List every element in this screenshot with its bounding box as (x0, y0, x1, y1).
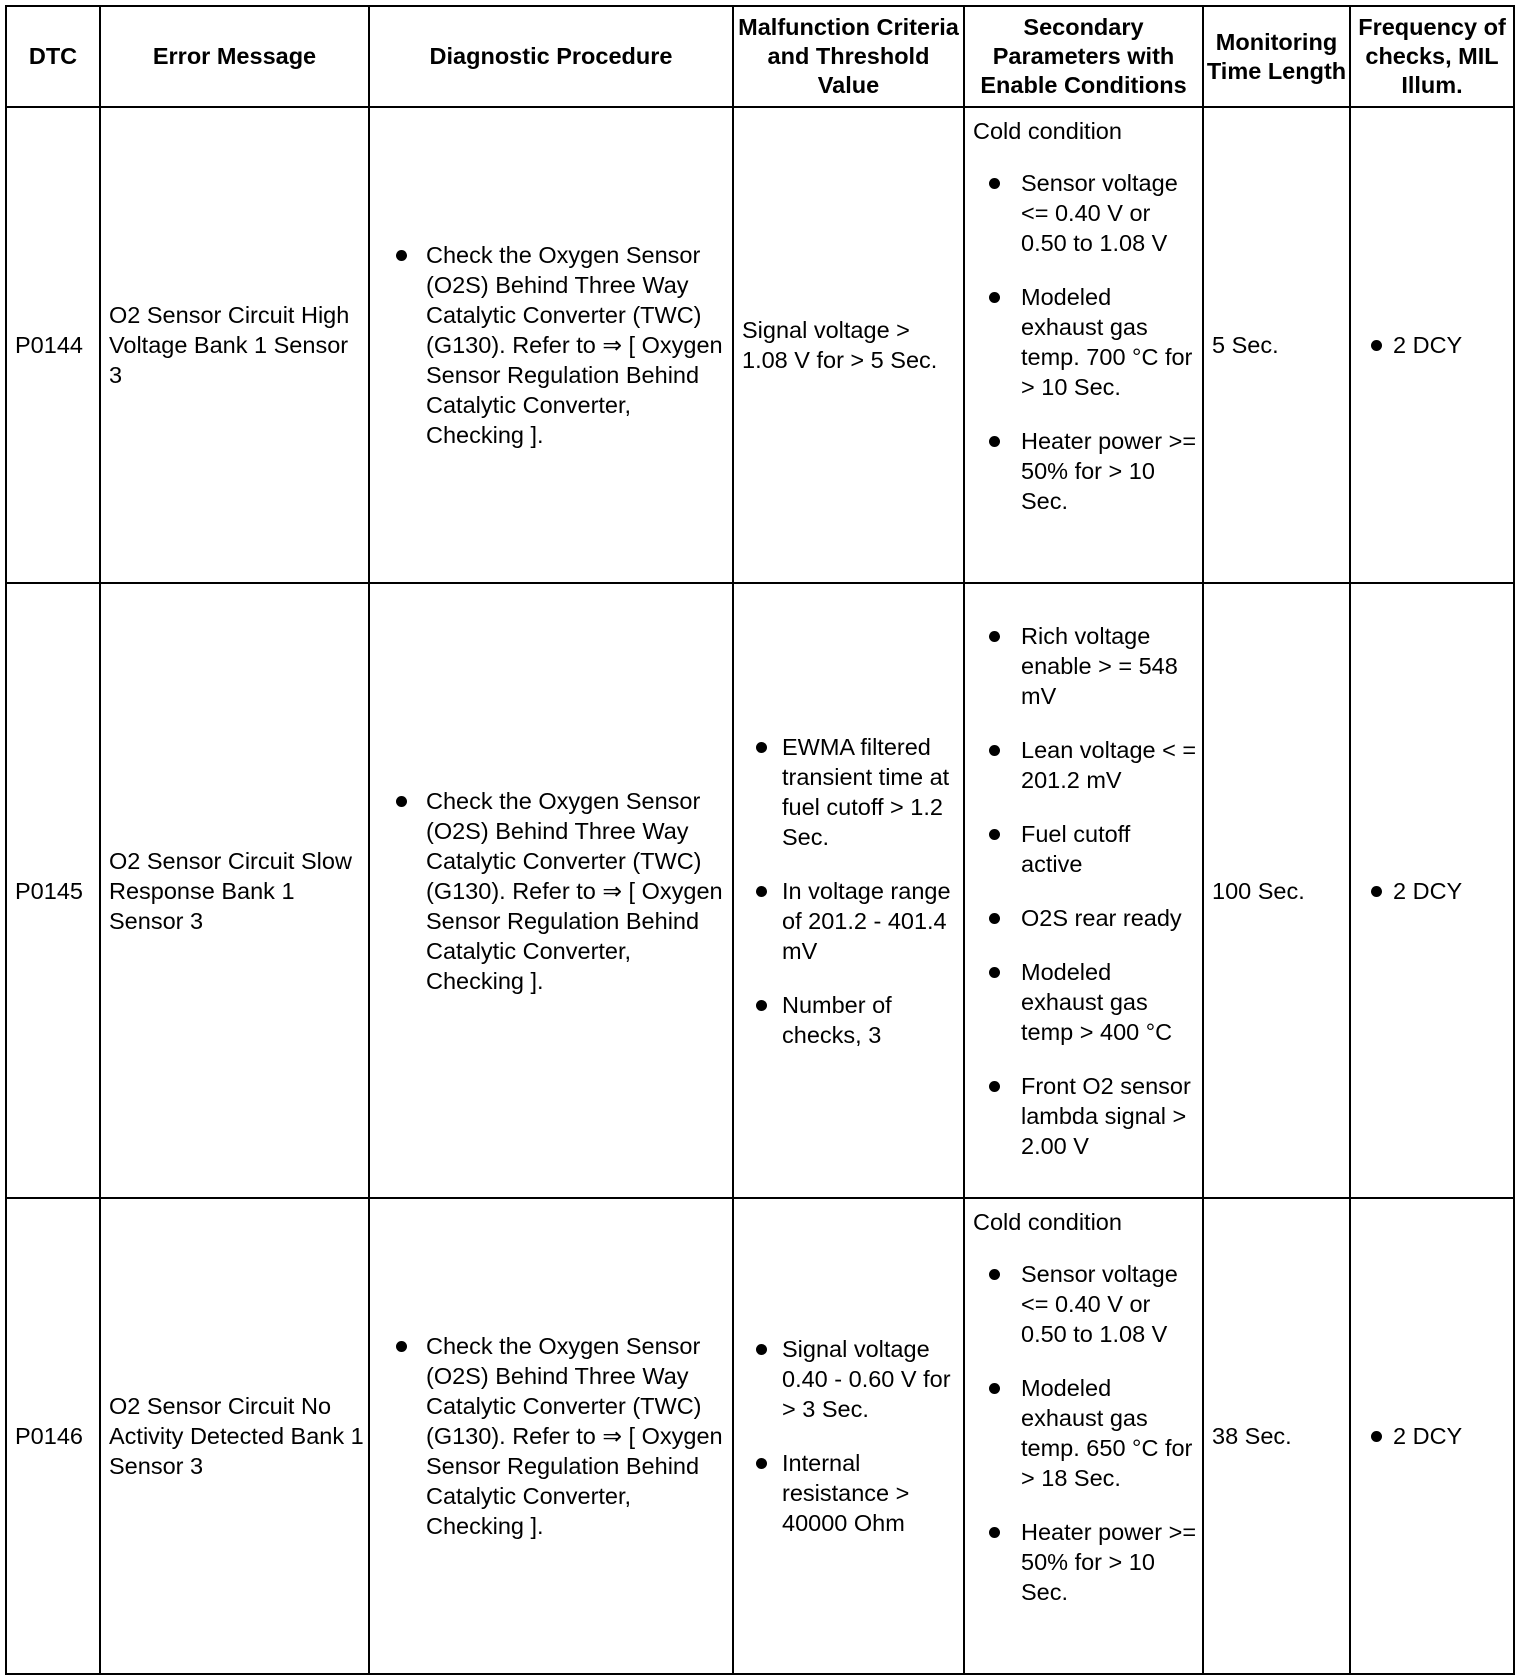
secondary-item: Modeled exhaust gas temp > 400 °C (973, 957, 1198, 1047)
diagnostic-item: Check the Oxygen Sensor (O2S) Behind Three Way Catalytic Converter (TWC) (G130). Refer to ⇒ [ Oxygen Sensor Regulation Behind Catalytic Converter, Checking ]. (390, 786, 728, 996)
dtc-code: P0145 (6, 583, 100, 1198)
header-row (6, 6, 1514, 107)
secondary-intro: Cold condition (973, 118, 1122, 144)
secondary-item: Front O2 sensor lambda signal > 2.00 V (973, 1071, 1198, 1161)
header-dtc: DTC (6, 6, 100, 107)
secondary-item: Fuel cutoff active (973, 819, 1198, 879)
malfunction-item: Signal voltage 0.40 - 0.60 V for > 3 Sec. (742, 1334, 959, 1424)
malfunction-item: Internal resistance > 40000 Ohm (742, 1448, 959, 1538)
frequency-item: 2 DCY (1359, 876, 1509, 906)
frequency (1350, 583, 1514, 1198)
malfunction-item: EWMA filtered transient time at fuel cutoff > 1.2 Sec. (742, 732, 959, 852)
header-malfunction-criteria: Malfunction Criteria and Threshold Value (733, 6, 964, 107)
secondary-item: Sensor voltage <= 0.40 V or 0.50 to 1.08 V (973, 1259, 1198, 1349)
monitoring-time: 5 Sec. (1203, 107, 1350, 583)
monitoring-time: 100 Sec. (1203, 583, 1350, 1198)
dtc-code: P0144 (6, 107, 100, 583)
diagnostic-item: Check the Oxygen Sensor (O2S) Behind Three Way Catalytic Converter (TWC) (G130). Refer to ⇒ [ Oxygen Sensor Regulation Behind Catalytic Converter, Checking ]. (390, 240, 728, 450)
secondary-parameters (964, 1198, 1203, 1674)
dtc-code: P0146 (6, 1198, 100, 1674)
table-row (6, 107, 1514, 583)
secondary-parameters (964, 107, 1203, 583)
malfunction-criteria: Signal voltage > 1.08 V for > 5 Sec. (733, 107, 964, 583)
table-row (6, 1198, 1514, 1674)
secondary-item: Modeled exhaust gas temp. 700 °C for > 10 Sec. (973, 282, 1198, 402)
secondary-item: Rich voltage enable > = 548 mV (973, 621, 1198, 711)
diagnostic-procedure (369, 1198, 733, 1674)
secondary-item: Heater power >= 50% for > 10 Sec. (973, 426, 1198, 516)
header-error-message: Error Message (100, 6, 369, 107)
frequency (1350, 107, 1514, 583)
error-message: O2 Sensor Circuit High Voltage Bank 1 Sensor 3 (100, 107, 369, 583)
diagnostic-procedure (369, 583, 733, 1198)
malfunction-item: Number of checks, 3 (742, 990, 959, 1050)
frequency-item: 2 DCY (1359, 1421, 1509, 1451)
header-monitoring-time: Monitoring Time Length (1203, 6, 1350, 107)
diagnostic-procedure (369, 107, 733, 583)
malfunction-item: In voltage range of 201.2 - 401.4 mV (742, 876, 959, 966)
monitoring-time: 38 Sec. (1203, 1198, 1350, 1674)
header-secondary-parameters: Secondary Parameters with Enable Conditions (964, 6, 1203, 107)
error-message: O2 Sensor Circuit No Activity Detected Bank 1 Sensor 3 (100, 1198, 369, 1674)
table-row (6, 583, 1514, 1198)
secondary-item: Sensor voltage <= 0.40 V or 0.50 to 1.08 V (973, 168, 1198, 258)
malfunction-criteria (733, 1198, 964, 1674)
secondary-item: O2S rear ready (973, 903, 1198, 933)
header-frequency: Frequency of checks, MIL Illum. (1350, 6, 1514, 107)
secondary-item: Lean voltage < = 201.2 mV (973, 735, 1198, 795)
dtc-table-container (5, 5, 1513, 1675)
secondary-item: Heater power >= 50% for > 10 Sec. (973, 1517, 1198, 1607)
malfunction-criteria (733, 583, 964, 1198)
secondary-item: Modeled exhaust gas temp. 650 °C for > 18 Sec. (973, 1373, 1198, 1493)
frequency (1350, 1198, 1514, 1674)
secondary-intro: Cold condition (973, 1209, 1122, 1235)
header-diagnostic-procedure: Diagnostic Procedure (369, 6, 733, 107)
frequency-item: 2 DCY (1359, 330, 1509, 360)
error-message: O2 Sensor Circuit Slow Response Bank 1 Sensor 3 (100, 583, 369, 1198)
dtc-table (5, 5, 1515, 1675)
secondary-parameters (964, 583, 1203, 1198)
diagnostic-item: Check the Oxygen Sensor (O2S) Behind Three Way Catalytic Converter (TWC) (G130). Refer to ⇒ [ Oxygen Sensor Regulation Behind Catalytic Converter, Checking ]. (390, 1331, 728, 1541)
